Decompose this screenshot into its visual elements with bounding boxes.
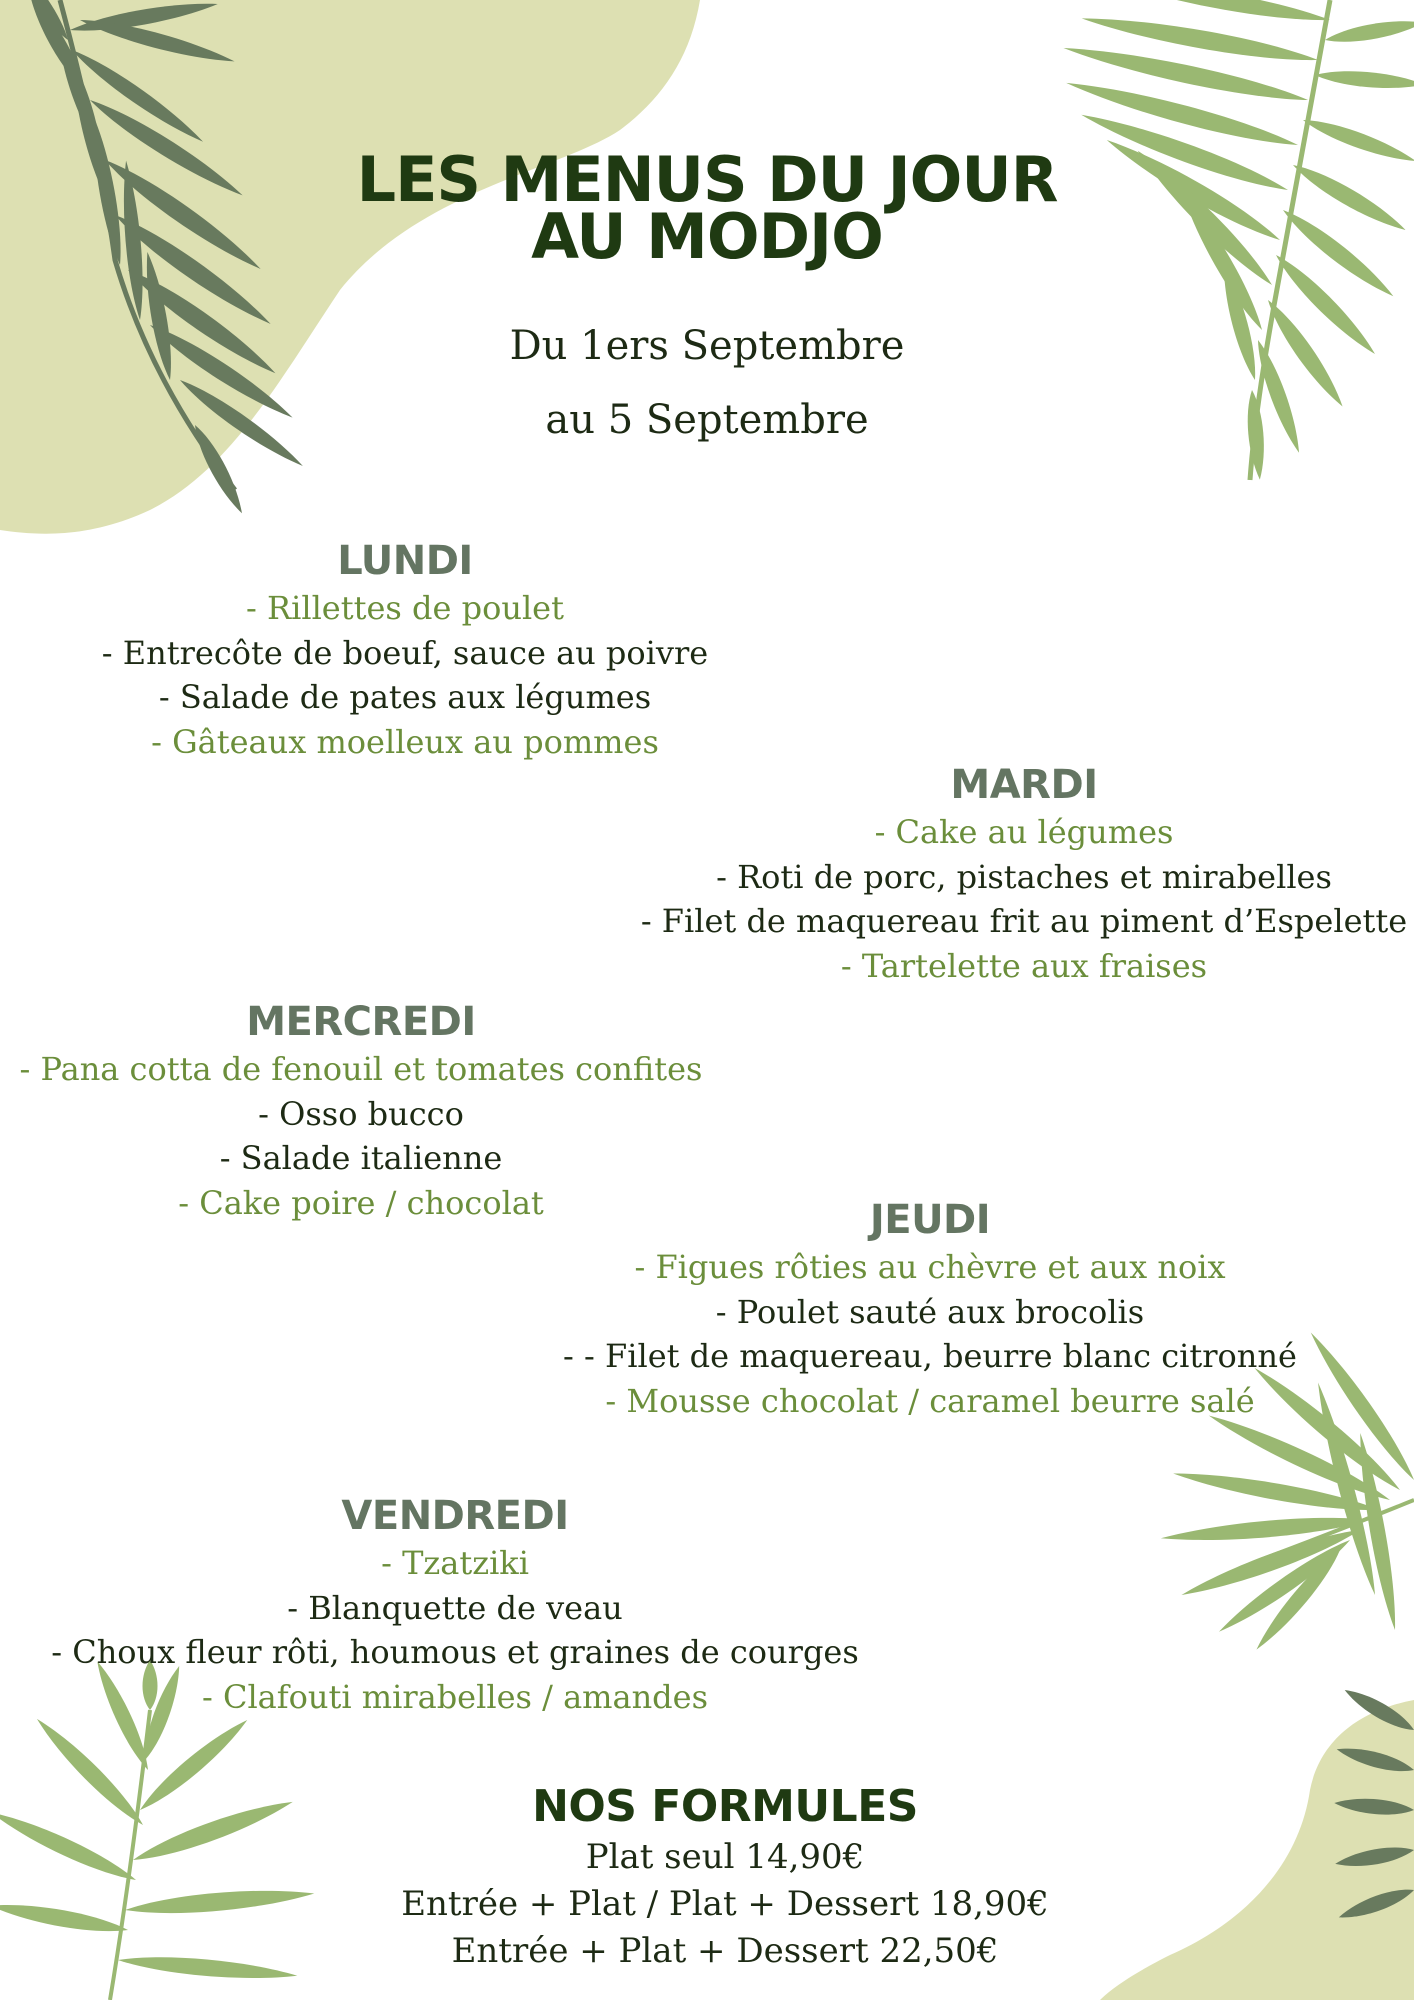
day-mardi <box>624 760 1414 988</box>
dessert-item: - Gâteaux moelleux au pommes <box>151 722 659 761</box>
main-item: - Blanquette de veau <box>287 1588 623 1627</box>
day-heading-mardi: MARDI <box>950 762 1098 808</box>
day-heading-mercredi: MERCREDI <box>246 999 476 1045</box>
dessert-item: - Cake poire / chocolat <box>178 1183 544 1222</box>
main-item: - Entrecôte de boeuf, sauce au poivre <box>101 633 709 672</box>
day-heading-jeudi: JEUDI <box>869 1197 991 1243</box>
starter-item: - Cake au légumes <box>874 813 1174 851</box>
dessert-item: - Mousse chocolat / caramel beurre salé <box>605 1381 1255 1420</box>
day-heading-lundi: LUNDI <box>337 538 473 584</box>
starter-item: - Tzatziki <box>381 1544 529 1582</box>
formules-heading: NOS FORMULES <box>532 1781 918 1832</box>
starter-item: - Pana cotta de fenouil et tomates confites <box>19 1050 703 1088</box>
day-lundi <box>50 536 760 764</box>
starter-item: - Rillettes de poulet <box>246 589 564 627</box>
menu-title-line-1: LES MENUS DU JOUR <box>356 143 1058 216</box>
main-item: - Choux fleur rôti, houmous et graines de courges <box>51 1633 859 1671</box>
formules-section <box>18 1780 1414 1975</box>
date-range-line-2: au 5 Septembre <box>545 397 869 443</box>
day-mercredi <box>0 997 722 1225</box>
main-item: - Roti de porc, pistaches et mirabelles <box>716 857 1332 896</box>
day-jeudi <box>530 1195 1330 1423</box>
formule-item: Entrée + Plat / Plat + Dessert 18,90€ <box>401 1884 1049 1924</box>
formule-item: Plat seul 14,90€ <box>585 1837 865 1877</box>
starter-item: - Figues rôties au chèvre et aux noix <box>634 1248 1226 1286</box>
main-item: - Salade de pates aux légumes <box>158 678 652 716</box>
main-item: - Osso bucco <box>258 1094 464 1133</box>
dessert-item: - Clafouti mirabelles / amandes <box>201 1677 709 1716</box>
date-range-line-1: Du 1ers Septembre <box>509 323 905 369</box>
main-item: - Filet de maquereau frit au piment d’Espelette <box>640 902 1408 940</box>
menu-title-line-2: AU MODJO <box>531 200 883 273</box>
main-item: - Poulet sauté aux brocolis <box>715 1292 1145 1331</box>
formule-item: Entrée + Plat + Dessert 22,50€ <box>451 1931 999 1971</box>
day-heading-vendredi: VENDREDI <box>341 1493 569 1539</box>
day-vendredi <box>30 1491 880 1719</box>
main-item: - - Filet de maquereau, beurre blanc citronné <box>563 1337 1297 1375</box>
main-item: - Salade italienne <box>219 1139 503 1177</box>
dessert-item: - Tartelette aux fraises <box>840 946 1208 985</box>
